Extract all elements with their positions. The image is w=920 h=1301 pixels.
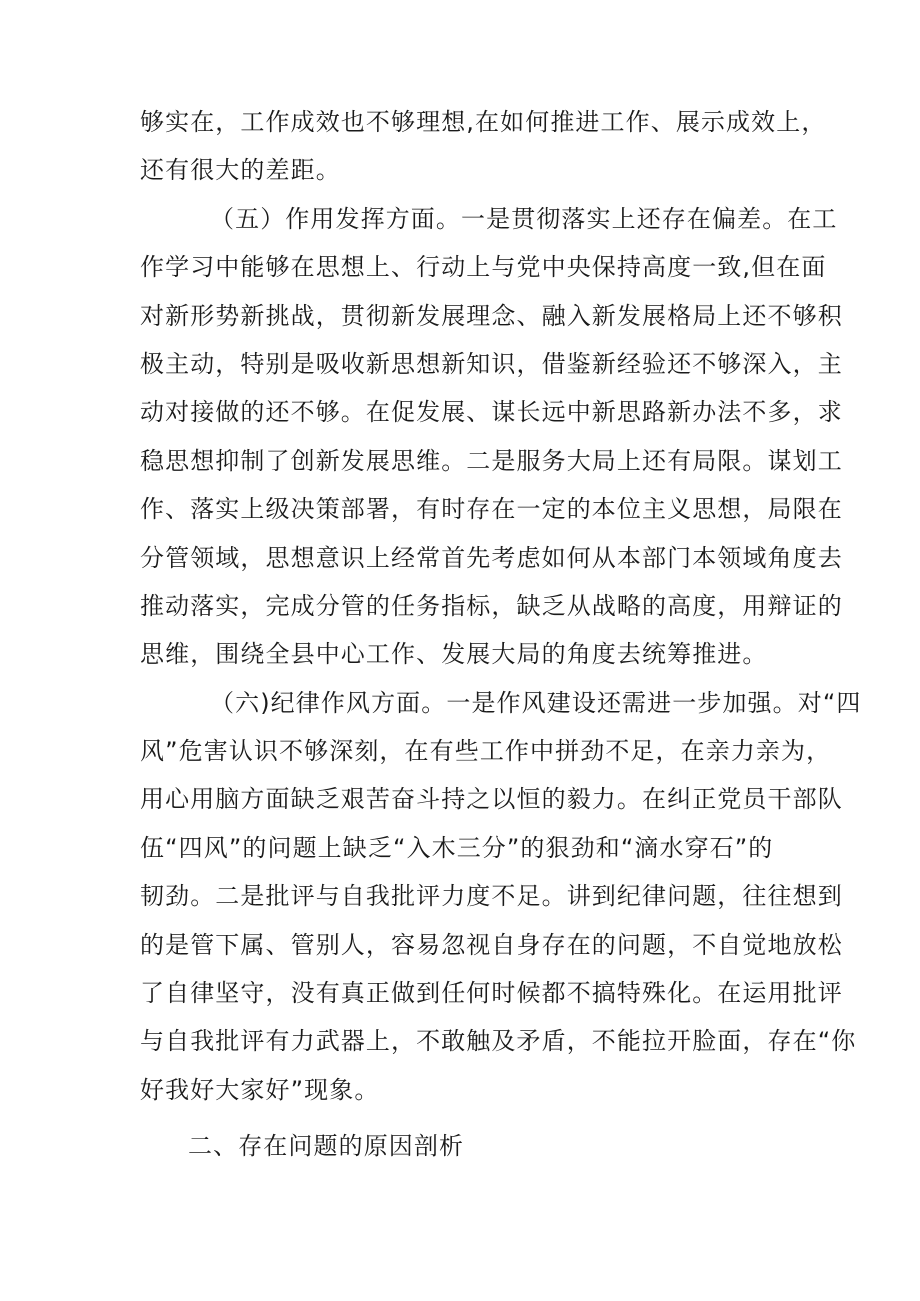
text-line: 稳思想抑制了创新发展思维。二是服务大局上还有局限。谋划工 [140, 446, 843, 475]
text-line: 的是管下属、管别人，容易忽视自身存在的问题，不自觉地放松 [140, 930, 843, 959]
text-line: 风”危害认识不够深刻，在有些工作中拼劲不足，在亲力亲为， [140, 737, 832, 766]
text-line: 够实在，工作成效也不够理想,在如何推进工作、展示成效上， [140, 108, 827, 136]
text-line: 推动落实，完成分管的任务指标，缺乏从战略的高度，用辩证的 [140, 591, 843, 620]
document-body [140, 98, 862, 1171]
text-line: 好我好大家好”现象。 [140, 1075, 380, 1104]
text-line: 作学习中能够在思想上、行动上与党中央保持高度一致,但在面 [140, 253, 827, 282]
text-line: 作、落实上级决策部署，有时存在一定的本位主义思想，局限在 [140, 495, 843, 524]
text-line: 用心用脑方面缺乏艰苦奋斗持之以恒的毅力。在纠正党员干部队 [140, 785, 843, 814]
text-line: 韧劲。二是批评与自我批评力度不足。讲到纪律问题，往往想到 [140, 882, 843, 911]
text-line: 伍“四风”的问题上缺乏“入木三分”的狠劲和“滴水穿石”的 [140, 833, 774, 862]
text-line: 与自我批评有力武器上，不敢触及矛盾，不能拉开脸面，存在“你 [140, 1027, 857, 1056]
paragraph-five-start: （五）作用发挥方面。一是贯彻落实上还存在偏差。在工 [210, 204, 838, 233]
text-line: 对新形势新挑战，贯彻新发展理念、融入新发展格局上还不够积 [140, 301, 843, 330]
text-line: 思维，围绕全县中心工作、发展大局的角度去统筹推进。 [140, 640, 768, 669]
text-line: 还有很大的差距。 [140, 156, 341, 185]
section-heading: 二、存在问题的原因剖析 [188, 1132, 465, 1161]
paragraph-six-start: （六)纪律作风方面。一是作风建设还需进一步加强。对“四 [210, 688, 862, 717]
text-line: 动对接做的还不够。在促发展、谋长远中新思路新办法不多，求 [140, 398, 843, 427]
text-line: 了自律坚守，没有真正做到任何时候都不搞特殊化。在运用批评 [140, 979, 843, 1008]
text-line: 分管领域，思想意识上经常首先考虑如何从本部门本领域角度去 [140, 543, 843, 572]
text-line: 极主动，特别是吸收新思想新知识，借鉴新经验还不够深入，主 [140, 349, 843, 378]
